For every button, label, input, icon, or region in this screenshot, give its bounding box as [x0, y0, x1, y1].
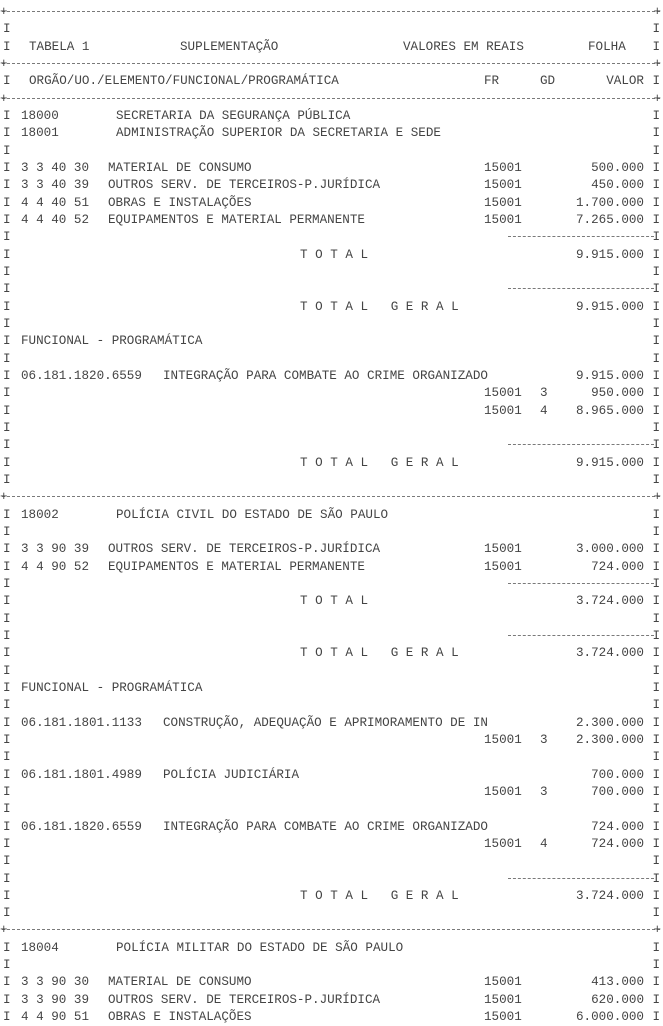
org-name: ADMINISTRAÇÃO SUPERIOR DA SECRETARIA E SEDE: [116, 126, 441, 141]
report-line-func: [0, 818, 663, 836]
left-border-glyph: I: [3, 559, 11, 574]
left-border-glyph: I: [3, 74, 11, 89]
element-code: 4 4 40 51: [21, 195, 90, 210]
page-label: FOLHA: [588, 39, 626, 54]
fund-source: 15001: [484, 386, 522, 401]
element-code: 3 3 90 39: [21, 992, 90, 1007]
report-line-blank: [0, 142, 663, 160]
fund-source: 15001: [484, 836, 522, 851]
report-line-blank: [0, 904, 663, 922]
functional-code: 06.181.1820.6559: [21, 368, 142, 383]
right-border-glyph: I: [652, 334, 660, 349]
total-value: 3.724.000: [575, 888, 644, 903]
element-description: OUTROS SERV. DE TERCEIROS-P.JURÍDICA: [108, 178, 381, 193]
right-border-glyph: I: [652, 195, 660, 210]
left-border-glyph: I: [3, 1010, 11, 1025]
total-label: T O T A L G E R A L: [300, 455, 459, 470]
left-border-glyph: I: [3, 282, 11, 297]
report-line-item: [0, 159, 663, 177]
right-border-glyph: I: [652, 212, 660, 227]
left-border-glyph: I: [3, 299, 11, 314]
right-border-glyph: I: [652, 143, 660, 158]
fund-source: 15001: [484, 1010, 522, 1025]
corner-plus: +: [0, 56, 8, 71]
left-border-glyph: I: [3, 992, 11, 1007]
right-border-glyph: I: [652, 316, 660, 331]
left-border-glyph: I: [3, 316, 11, 331]
functional-description: INTEGRAÇÃO PARA COMBATE AO CRIME ORGANIZADO: [163, 368, 488, 383]
fund-source: 15001: [484, 178, 522, 193]
right-border-glyph: I: [652, 576, 660, 591]
right-border-glyph: I: [652, 750, 660, 765]
element-description: OUTROS SERV. DE TERCEIROS-P.JURÍDICA: [108, 542, 381, 557]
column-header-classification: ORGÃO/UO./ELEMENTO/FUNCIONAL/PROGRAMÁTICA: [29, 74, 339, 89]
report-line-blank: [0, 800, 663, 818]
left-border-glyph: I: [3, 854, 11, 869]
org-name: POLÍCIA CIVIL DO ESTADO DE SÃO PAULO: [116, 507, 389, 522]
report-line-header: [0, 38, 663, 56]
left-border-glyph: I: [3, 472, 11, 487]
org-name: POLÍCIA MILITAR DO ESTADO DE SÃO PAULO: [116, 940, 404, 955]
subtotal-rule: [508, 288, 654, 289]
right-border-glyph: I: [652, 403, 660, 418]
element-description: EQUIPAMENTOS E MATERIAL PERMANENTE: [108, 559, 365, 574]
fund-source: 15001: [484, 732, 522, 747]
right-border-glyph: I: [652, 264, 660, 279]
left-border-glyph: I: [3, 888, 11, 903]
element-description: OBRAS E INSTALAÇÕES: [108, 1010, 252, 1025]
right-border-glyph: I: [652, 247, 660, 262]
functional-description: INTEGRAÇÃO PARA COMBATE AO CRIME ORGANIZADO: [163, 819, 488, 834]
subtotal-rule: [508, 444, 654, 445]
functional-value: 9.915.000: [575, 368, 644, 383]
report-line-fund: [0, 783, 663, 801]
right-border-glyph: I: [652, 524, 660, 539]
right-border-glyph: I: [652, 22, 660, 37]
report-line-blank: [0, 471, 663, 489]
right-border-glyph: I: [652, 784, 660, 799]
left-border-glyph: I: [3, 958, 11, 973]
right-border-glyph: I: [652, 836, 660, 851]
item-value: 500.000: [591, 160, 644, 175]
report-line-org: [0, 124, 663, 142]
functional-code: 06.181.1801.1133: [21, 715, 142, 730]
total-value: 3.724.000: [575, 646, 644, 661]
report-line-fund: [0, 384, 663, 402]
left-border-glyph: I: [3, 732, 11, 747]
item-value: 6.000.000: [575, 1010, 644, 1025]
fund-source: 15001: [484, 559, 522, 574]
functional-code: 06.181.1820.6559: [21, 819, 142, 834]
total-label: T O T A L G E R A L: [300, 299, 459, 314]
left-border-glyph: I: [3, 264, 11, 279]
right-border-glyph: I: [652, 386, 660, 401]
element-description: EQUIPAMENTOS E MATERIAL PERMANENTE: [108, 212, 365, 227]
corner-plus: +: [653, 5, 661, 19]
total-value: 9.915.000: [575, 299, 644, 314]
right-border-glyph: I: [652, 802, 660, 817]
report-line-subline: [0, 228, 663, 246]
total-label: T O T A L G E R A L: [300, 646, 459, 661]
left-border-glyph: I: [3, 455, 11, 470]
functional-description: POLÍCIA JUDICIÁRIA: [163, 767, 300, 782]
right-border-glyph: I: [652, 542, 660, 557]
right-border-glyph: I: [652, 975, 660, 990]
right-border-glyph: I: [652, 160, 660, 175]
report-line-blank: [0, 696, 663, 714]
left-border-glyph: I: [3, 403, 11, 418]
left-border-glyph: I: [3, 334, 11, 349]
element-code: 4 4 40 52: [21, 212, 90, 227]
element-code: 3 3 90 30: [21, 975, 90, 990]
left-border-glyph: I: [3, 802, 11, 817]
left-border-glyph: I: [3, 230, 11, 245]
report-line-blank: [0, 20, 663, 38]
element-code: 3 3 40 39: [21, 178, 90, 193]
left-border-glyph: I: [3, 195, 11, 210]
fund-source: 15001: [484, 195, 522, 210]
fund-source: 15001: [484, 784, 522, 799]
report-line-hr: [0, 921, 663, 939]
right-border-glyph: I: [652, 888, 660, 903]
fund-value: 8.965.000: [575, 403, 644, 418]
org-code: 18002: [21, 507, 59, 522]
report-line-total: [0, 246, 663, 264]
report-line-total: [0, 887, 663, 905]
report-line-subline: [0, 280, 663, 298]
total-value: 3.724.000: [575, 594, 644, 609]
left-border-glyph: I: [3, 698, 11, 713]
report-line-org: [0, 506, 663, 524]
report-line-subline: [0, 870, 663, 888]
fund-value: 950.000: [591, 386, 644, 401]
horizontal-rule: [2, 11, 660, 12]
left-border-glyph: I: [3, 663, 11, 678]
right-border-glyph: I: [652, 126, 660, 141]
report-line-blank: [0, 315, 663, 333]
left-border-glyph: I: [3, 940, 11, 955]
right-border-glyph: I: [652, 767, 660, 782]
column-header-valor: VALOR: [606, 74, 644, 89]
left-border-glyph: I: [3, 160, 11, 175]
item-value: 620.000: [591, 992, 644, 1007]
item-value: 1.700.000: [575, 195, 644, 210]
right-border-glyph: I: [652, 698, 660, 713]
left-border-glyph: I: [3, 507, 11, 522]
report-line-fund: [0, 402, 663, 420]
right-border-glyph: I: [652, 732, 660, 747]
fund-source: 15001: [484, 403, 522, 418]
report-line-func: [0, 766, 663, 784]
total-value: 9.915.000: [575, 455, 644, 470]
corner-plus: +: [0, 923, 8, 938]
item-value: 450.000: [591, 178, 644, 193]
right-border-glyph: I: [652, 940, 660, 955]
org-code: 18001: [21, 126, 59, 141]
item-value: 7.265.000: [575, 212, 644, 227]
total-label: T O T A L G E R A L: [300, 888, 459, 903]
report-line-hr: [0, 3, 663, 21]
functional-value: 724.000: [591, 819, 644, 834]
report-line-org: [0, 939, 663, 957]
right-border-glyph: I: [652, 854, 660, 869]
right-border-glyph: I: [652, 628, 660, 643]
item-value: 724.000: [591, 559, 644, 574]
right-border-glyph: I: [652, 74, 660, 89]
expense-group: 4: [540, 836, 548, 851]
report-line-fund: [0, 835, 663, 853]
left-border-glyph: I: [3, 576, 11, 591]
expense-group: 3: [540, 784, 548, 799]
left-border-glyph: I: [3, 836, 11, 851]
left-border-glyph: I: [3, 594, 11, 609]
report-line-blank: [0, 350, 663, 368]
horizontal-rule: [2, 63, 660, 64]
report-line-section: [0, 332, 663, 350]
left-border-glyph: I: [3, 819, 11, 834]
left-border-glyph: I: [3, 542, 11, 557]
fund-source: 15001: [484, 992, 522, 1007]
left-border-glyph: I: [3, 126, 11, 141]
report-line-total: [0, 644, 663, 662]
report-line-blank: [0, 748, 663, 766]
right-border-glyph: I: [652, 958, 660, 973]
left-border-glyph: I: [3, 39, 11, 54]
functional-description: CONSTRUÇÃO, ADEQUAÇÃO E APRIMORAMENTO DE IN: [163, 715, 488, 730]
left-border-glyph: I: [3, 524, 11, 539]
section-heading: FUNCIONAL - PROGRAMÁTICA: [21, 680, 203, 695]
report-line-colhead: [0, 72, 663, 90]
report-line-item: [0, 558, 663, 576]
left-border-glyph: I: [3, 646, 11, 661]
report-line-total: [0, 298, 663, 316]
report-line-func: [0, 714, 663, 732]
org-code: 18004: [21, 940, 59, 955]
report-line-item: [0, 973, 663, 991]
fund-source: 15001: [484, 542, 522, 557]
total-label: T O T A L: [300, 594, 369, 609]
report-line-item: [0, 991, 663, 1009]
right-border-glyph: I: [652, 906, 660, 921]
right-border-glyph: I: [652, 559, 660, 574]
right-border-glyph: I: [652, 992, 660, 1007]
left-border-glyph: I: [3, 386, 11, 401]
report-line-hr: [0, 55, 663, 73]
left-border-glyph: I: [3, 906, 11, 921]
report-line-total: [0, 592, 663, 610]
left-border-glyph: I: [3, 438, 11, 453]
functional-code: 06.181.1801.4989: [21, 767, 142, 782]
right-border-glyph: I: [652, 178, 660, 193]
right-border-glyph: I: [652, 819, 660, 834]
right-border-glyph: I: [652, 438, 660, 453]
fund-value: 2.300.000: [575, 732, 644, 747]
fund-value: 724.000: [591, 836, 644, 851]
item-value: 413.000: [591, 975, 644, 990]
right-border-glyph: I: [652, 646, 660, 661]
org-name: SECRETARIA DA SEGURANÇA PÚBLICA: [116, 108, 351, 123]
element-code: 3 3 90 39: [21, 542, 90, 557]
right-border-glyph: I: [652, 715, 660, 730]
total-label: T O T A L: [300, 247, 369, 262]
corner-plus: +: [653, 56, 661, 71]
left-border-glyph: I: [3, 628, 11, 643]
item-value: 3.000.000: [575, 542, 644, 557]
left-border-glyph: I: [3, 715, 11, 730]
report-line-item: [0, 1008, 663, 1026]
report-line-blank: [0, 956, 663, 974]
report-line-fund: [0, 731, 663, 749]
left-border-glyph: I: [3, 178, 11, 193]
left-border-glyph: I: [3, 784, 11, 799]
report-line-blank: [0, 852, 663, 870]
left-border-glyph: I: [3, 750, 11, 765]
left-border-glyph: I: [3, 247, 11, 262]
left-border-glyph: I: [3, 420, 11, 435]
left-border-glyph: I: [3, 368, 11, 383]
element-description: MATERIAL DE CONSUMO: [108, 975, 252, 990]
left-border-glyph: I: [3, 22, 11, 37]
report-title: SUPLEMENTAÇÃO: [180, 39, 279, 54]
corner-plus: +: [653, 490, 661, 505]
element-code: 3 3 40 30: [21, 160, 90, 175]
report-line-org: [0, 107, 663, 125]
horizontal-rule: [2, 496, 660, 497]
report-line-hr: [0, 488, 663, 506]
report-line-hr: [0, 90, 663, 108]
left-border-glyph: I: [3, 143, 11, 158]
element-description: OUTROS SERV. DE TERCEIROS-P.JURÍDICA: [108, 992, 381, 1007]
report-line-func: [0, 367, 663, 385]
report-line-blank: [0, 419, 663, 437]
report-line-item: [0, 194, 663, 212]
right-border-glyph: I: [652, 282, 660, 297]
corner-plus: +: [0, 5, 8, 19]
subtotal-rule: [508, 635, 654, 636]
report-line-subline: [0, 627, 663, 645]
corner-plus: +: [0, 91, 8, 106]
corner-plus: +: [653, 923, 661, 938]
element-description: OBRAS E INSTALAÇÕES: [108, 195, 252, 210]
horizontal-rule: [2, 929, 660, 930]
fund-source: 15001: [484, 160, 522, 175]
left-border-glyph: I: [3, 975, 11, 990]
element-code: 4 4 90 51: [21, 1010, 90, 1025]
fund-value: 700.000: [591, 784, 644, 799]
expense-group: 3: [540, 732, 548, 747]
expense-group: 4: [540, 403, 548, 418]
corner-plus: +: [653, 91, 661, 106]
report-line-blank: [0, 523, 663, 541]
report-line-item: [0, 176, 663, 194]
functional-value: 700.000: [591, 767, 644, 782]
left-border-glyph: I: [3, 767, 11, 782]
left-border-glyph: I: [3, 108, 11, 123]
report-line-item: [0, 540, 663, 558]
report-line-blank: [0, 662, 663, 680]
left-border-glyph: I: [3, 212, 11, 227]
report-line-total: [0, 454, 663, 472]
right-border-glyph: I: [652, 871, 660, 886]
expense-group: 3: [540, 386, 548, 401]
right-border-glyph: I: [652, 507, 660, 522]
corner-plus: +: [0, 490, 8, 505]
right-border-glyph: I: [652, 680, 660, 695]
left-border-glyph: I: [3, 611, 11, 626]
table-number: TABELA 1: [29, 39, 90, 54]
column-header-gd: GD: [540, 74, 556, 89]
right-border-glyph: I: [652, 108, 660, 123]
right-border-glyph: I: [652, 663, 660, 678]
right-border-glyph: I: [652, 351, 660, 366]
right-border-glyph: I: [652, 368, 660, 383]
element-description: MATERIAL DE CONSUMO: [108, 160, 252, 175]
report-line-item: [0, 211, 663, 229]
fund-source: 15001: [484, 212, 522, 227]
total-value: 9.915.000: [575, 247, 644, 262]
section-heading: FUNCIONAL - PROGRAMÁTICA: [21, 334, 203, 349]
right-border-glyph: I: [652, 472, 660, 487]
subtotal-rule: [508, 236, 654, 237]
right-border-glyph: I: [652, 455, 660, 470]
left-border-glyph: I: [3, 680, 11, 695]
functional-value: 2.300.000: [575, 715, 644, 730]
org-code: 18000: [21, 108, 59, 123]
right-border-glyph: I: [652, 611, 660, 626]
subtotal-rule: [508, 583, 654, 584]
report-line-section: [0, 679, 663, 697]
right-border-glyph: I: [652, 1010, 660, 1025]
element-code: 4 4 90 52: [21, 559, 90, 574]
horizontal-rule: [2, 98, 660, 99]
right-border-glyph: I: [652, 299, 660, 314]
left-border-glyph: I: [3, 871, 11, 886]
fund-source: 15001: [484, 975, 522, 990]
report-line-blank: [0, 610, 663, 628]
subtotal-rule: [508, 878, 654, 879]
column-header-fr: FR: [484, 74, 500, 89]
report-line-subline: [0, 436, 663, 454]
currency-label: VALORES EM REAIS: [403, 39, 524, 54]
report-line-blank: [0, 263, 663, 281]
right-border-glyph: I: [652, 420, 660, 435]
report-line-subline: [0, 575, 663, 593]
right-border-glyph: I: [652, 594, 660, 609]
right-border-glyph: I: [652, 39, 660, 54]
right-border-glyph: I: [652, 230, 660, 245]
left-border-glyph: I: [3, 351, 11, 366]
